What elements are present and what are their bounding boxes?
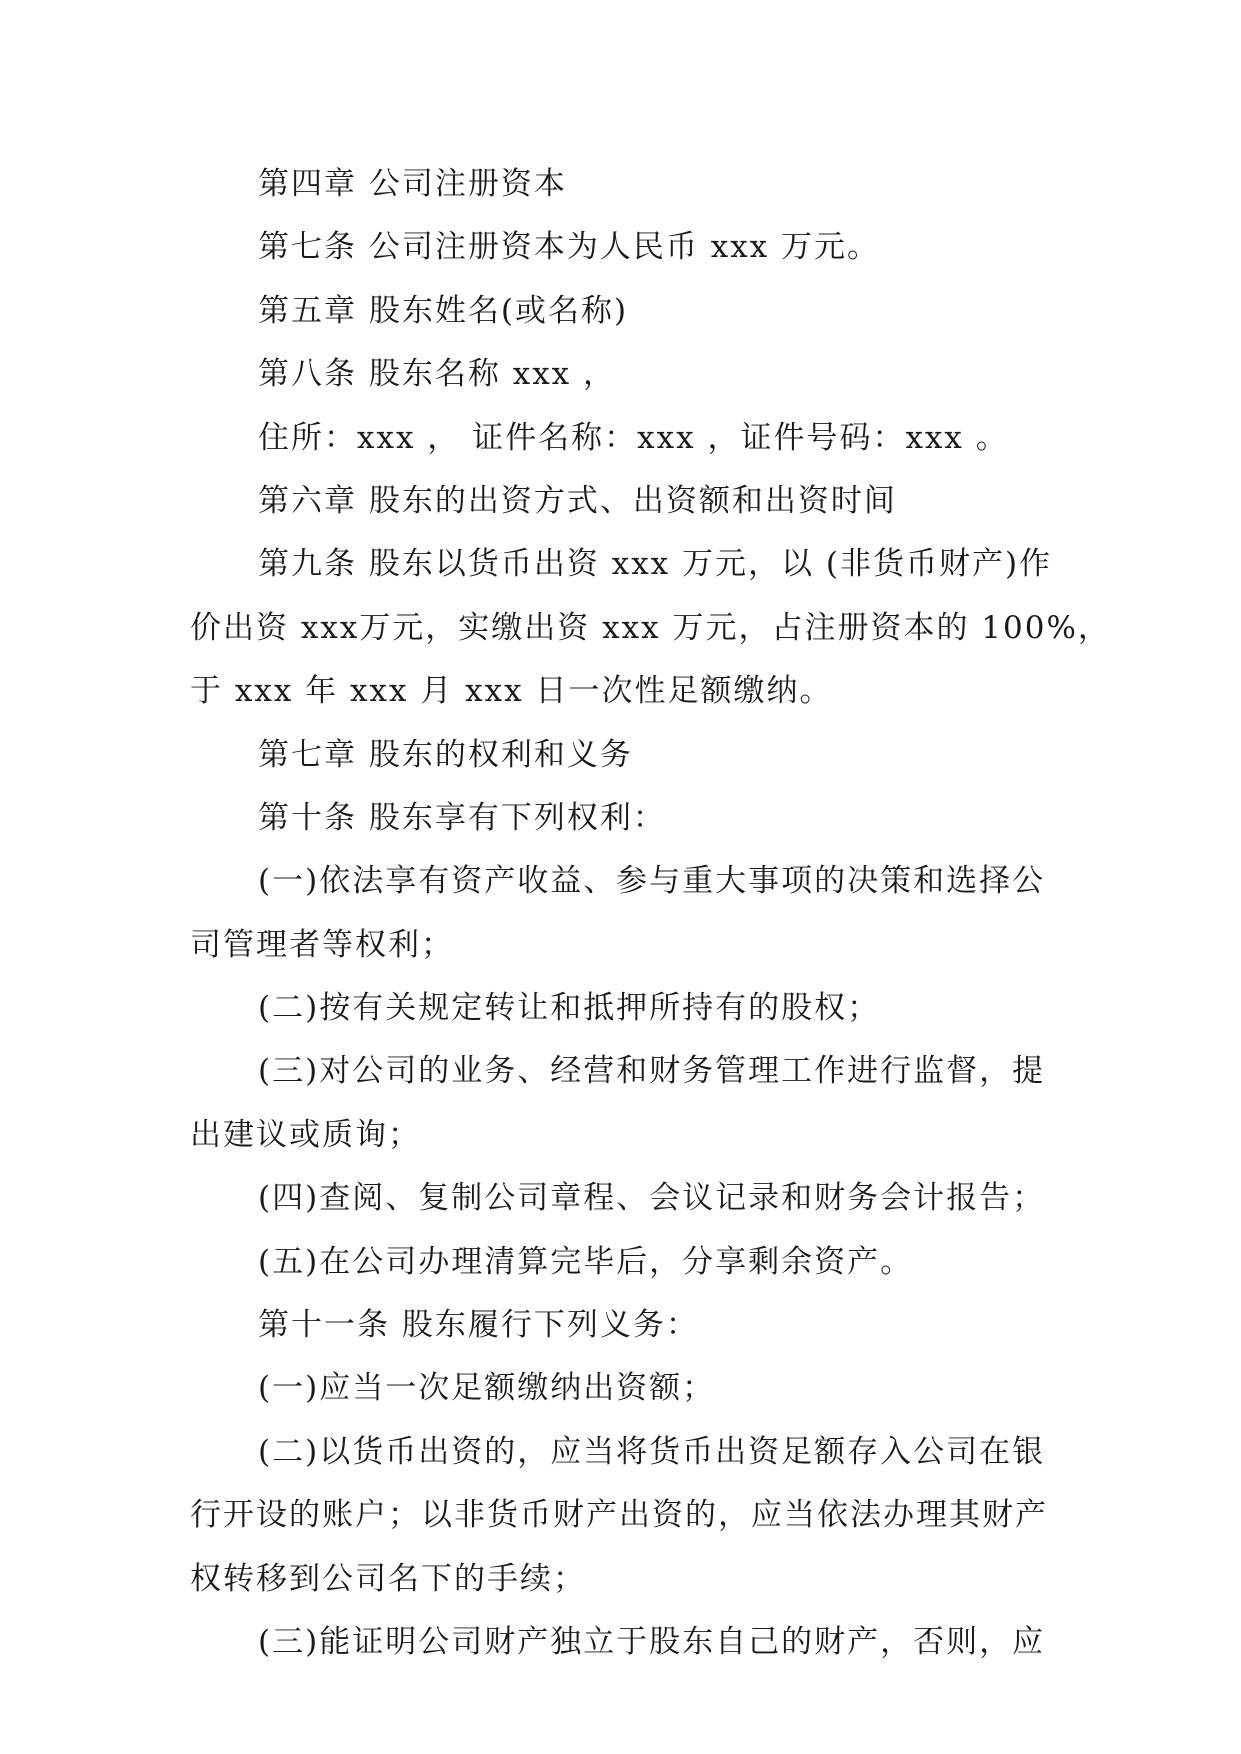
- article-10-item-5: (五)在公司办理清算完毕后，分享剩余资产。: [258, 1243, 914, 1280]
- chapter-5-heading: 第五章 股东姓名(或名称): [258, 292, 629, 329]
- article-11-item-2-line-1: (二)以货币出资的，应当将货币出资足额存入公司在银: [258, 1433, 1046, 1470]
- article-10-item-1-line-2: 司管理者等权利；: [190, 926, 454, 963]
- article-7: 第七条 公司注册资本为人民币 xxx 万元。: [258, 229, 881, 266]
- article-11-item-3-line-1: (三)能证明公司财产独立于股东自己的财产，否则，应: [258, 1623, 1046, 1660]
- article-10: 第十条 股东享有下列权利：: [258, 799, 666, 836]
- article-9-line-1: 第九条 股东以货币出资 xxx 万元，以 (非货币财产)作: [258, 546, 1053, 583]
- article-11: 第十一条 股东履行下列义务：: [258, 1307, 699, 1344]
- chapter-4-heading: 第四章 公司注册资本: [258, 166, 567, 202]
- article-10-item-2: (二)按有关规定转让和抵押所持有的股权；: [258, 990, 881, 1027]
- article-11-item-2-line-2: 行开设的账户；以非货币财产出资的，应当依法办理其财产: [190, 1497, 1048, 1534]
- document-body: [190, 153, 1111, 1674]
- article-10-item-3-line-1: (三)对公司的业务、经营和财务管理工作进行监督，提: [258, 1053, 1046, 1090]
- article-11-item-1: (一)应当一次足额缴纳出资额；: [258, 1370, 716, 1407]
- chapter-7-heading: 第七章 股东的权利和义务: [258, 736, 633, 773]
- chapter-6-heading: 第六章 股东的出资方式、出资额和出资时间: [258, 482, 897, 519]
- article-10-item-3-line-2: 出建议或质询；: [190, 1116, 421, 1153]
- article-11-item-2-line-3: 权转移到公司名下的手续；: [190, 1560, 586, 1597]
- article-9-line-3: 于 xxx 年 xxx 月 xxx 日一次性足额缴纳。: [190, 673, 833, 710]
- article-10-item-4: (四)查阅、复制公司章程、会议记录和财务会计报告；: [258, 1180, 1046, 1217]
- article-8-address-line: 住所：xxx ， 证件名称：xxx ，证件号码：xxx 。: [258, 419, 1009, 456]
- article-8: 第八条 股东名称 xxx ，: [258, 356, 617, 393]
- article-9-line-2: 价出资 xxx万元，实缴出资 xxx 万元，占注册资本的 100%，: [190, 609, 1111, 646]
- article-10-item-1-line-1: (一)依法享有资产收益、参与重大事项的决策和选择公: [258, 863, 1046, 900]
